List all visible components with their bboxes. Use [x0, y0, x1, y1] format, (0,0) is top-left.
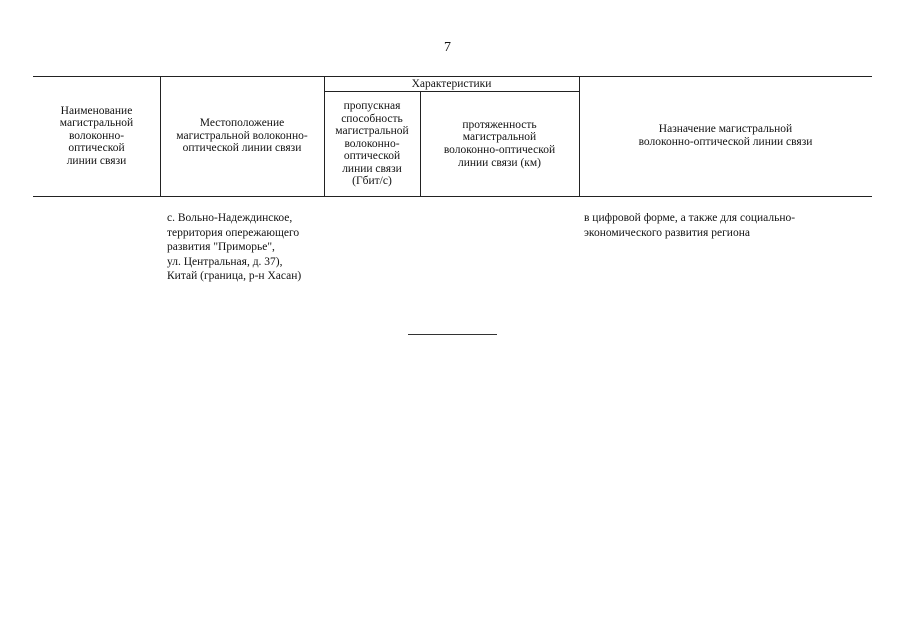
header-location: Местоположение магистральной волоконно- оптической линии связи	[176, 117, 308, 155]
header-length: протяженность магистральной волоконно-оптической линии связи (км)	[443, 118, 556, 169]
closing-rule	[408, 334, 497, 335]
header-characteristics: Характеристики	[411, 77, 492, 90]
row-purpose: в цифровой форме, а также для социально- экономического развития региона	[584, 212, 796, 239]
header-bottom-border	[33, 196, 872, 197]
header-bandwidth: пропускная способность магистральной волоконно- оптической линии связи (Гбит/с)	[335, 99, 409, 188]
header-name: Наименование магистральной волоконно- оптической линии связи	[59, 104, 134, 167]
page-number: 7	[444, 40, 451, 55]
row-location: с. Вольно-Надеждинское, территория опережающего развития "Приморье", ул. Центральная, д. 37), Китай (граница, р-н Хасан)	[167, 212, 302, 283]
header-purpose: Назначение магистральной волоконно-оптической линии связи	[638, 123, 813, 148]
